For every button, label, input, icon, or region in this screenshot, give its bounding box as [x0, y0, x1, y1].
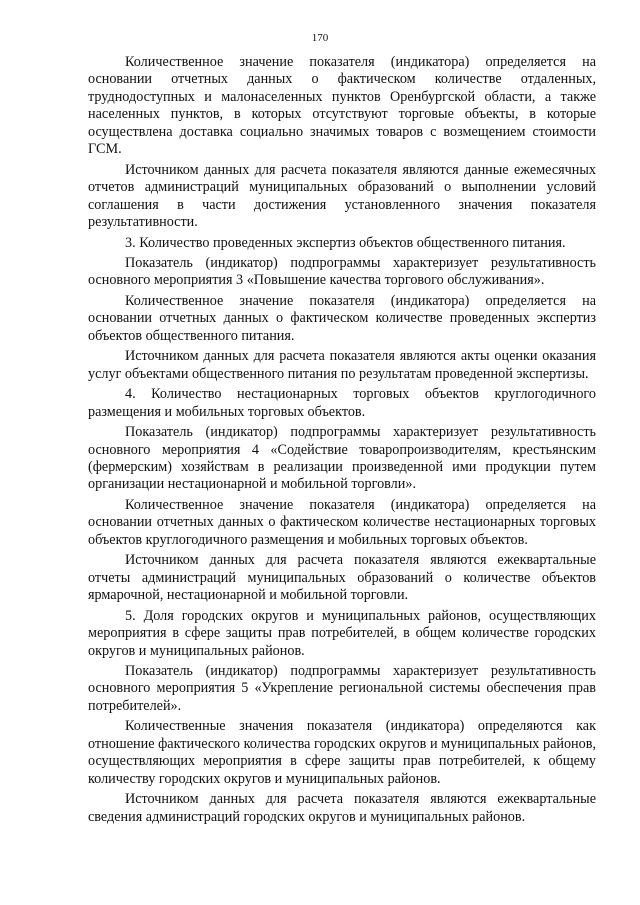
paragraph: 3. Количество проведенных экспертиз объектов общественного питания. [125, 234, 566, 251]
paragraph: Источником данных для расчета показателя являются ежеквартальные сведения администраций городских округов и муниципальных районов. [88, 791, 596, 825]
paragraph: Количественные значения показателя (индикатора) определяются как отношение фактического количества городских округов и муниципальных районов, осуществляющих мероприятия в сфере защиты прав потребителей, к общему количеству городских округов и муниципальных районов. [88, 718, 596, 787]
page-number: 170 [311, 32, 329, 44]
paragraph: 4. Количество нестационарных торговых объектов круглогодичного размещения и мобильных торговых объектов. [88, 386, 596, 420]
paragraph: Количественное значение показателя (индикатора) определяется на основании отчетных данных о фактическом количестве проведенных экспертиз объектов общественного питания. [88, 292, 596, 344]
paragraph: Источником данных для расчета показателя являются акты оценки оказания услуг объектами общественного питания по результатам проведенной экспертизы. [88, 348, 596, 382]
paragraph: Показатель (индикатор) подпрограммы характеризует результативность основного мероприятия 4 «Содействие товаропроизводителям, крестьянским (фермерским) хозяйствам в реализации произведенной ими продукции путем организации нестационарной и мобильной торговли». [88, 424, 596, 493]
paragraph: Источником данных для расчета показателя являются данные ежемесячных отчетов администраций муниципальных образований о выполнении условий соглашения в части достижения установленного значения показателя результативности. [88, 161, 596, 231]
document-body [88, 54, 596, 829]
paragraph: Количественное значение показателя (индикатора) определяется на основании отчетных данных о фактическом количестве отдаленных, труднодоступных и малонаселенных пунктов Оренбургской области, а также населенных пунктов, в которых отсутствуют торговые объекты, в которые осуществлена доставка социально значимых товаров с возмещением стоимости ГСМ. [88, 54, 596, 158]
paragraph: Количественное значение показателя (индикатора) определяется на основании отчетных данных о фактическом количестве нестационарных торговых объектов круглогодичного размещения и мобильных торговых объектов. [88, 496, 596, 548]
paragraph: 5. Доля городских округов и муниципальных районов, осуществляющих мероприятия в сфере защиты прав потребителей, в общем количестве городских округов и муниципальных районов. [88, 607, 596, 659]
paragraph: Показатель (индикатор) подпрограммы характеризует результативность основного мероприятия 3 «Повышение качества торгового обслуживания». [88, 254, 596, 289]
paragraph: Показатель (индикатор) подпрограммы характеризует результативность основного мероприятия 5 «Укрепление региональной системы обеспечения прав потребителей». [88, 662, 596, 714]
paragraph: Источником данных для расчета показателя являются ежеквартальные отчеты администраций муниципальных образований о количестве объектов ярмарочной, нестационарной и мобильной торговли. [88, 552, 596, 604]
